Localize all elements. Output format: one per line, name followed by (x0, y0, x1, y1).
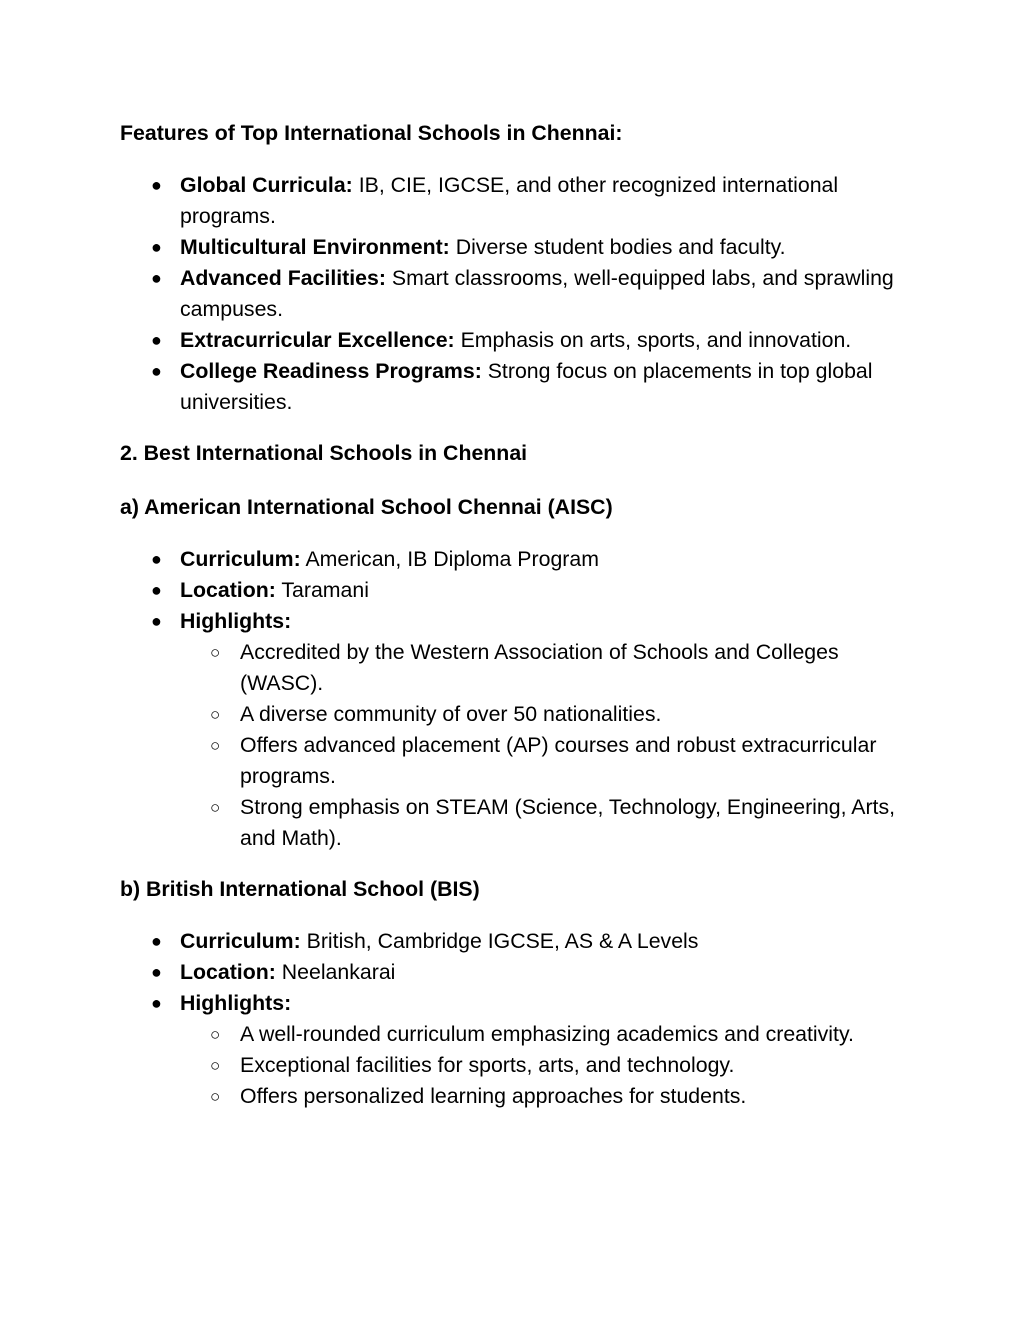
list-item: ○ A diverse community of over 50 nationalities. (180, 699, 910, 730)
list-item: ○ Offers personalized learning approaches for students. (180, 1081, 910, 1112)
list-item (120, 926, 910, 957)
features-heading: Features of Top International Schools in Chennai: (120, 121, 623, 145)
curriculum-value: American, IB Diploma Program (300, 547, 599, 571)
curriculum-label: Curriculum: (180, 929, 301, 953)
section-heading: 2. Best International Schools in Chennai (120, 441, 528, 465)
bullet-icon: ● (151, 962, 162, 982)
feature-text: Diverse student bodies and faculty. (449, 235, 786, 259)
feature-text: Emphasis on arts, sports, and innovation. (454, 328, 852, 352)
bullet-icon: ● (151, 931, 162, 951)
bullet-icon: ● (151, 993, 162, 1013)
feature-label: Extracurricular Excellence: (180, 328, 455, 352)
bullet-icon: ● (151, 330, 162, 350)
bullet-icon: ● (151, 361, 162, 381)
list-item (120, 356, 910, 418)
circle-bullet-icon: ○ (210, 705, 221, 724)
school-b-details (120, 926, 910, 1112)
list-item: ○ Exceptional facilities for sports, arts, and technology. (180, 1050, 910, 1081)
feature-text: Smart classrooms, well-equipped labs, and sprawling campuses. (180, 266, 894, 321)
circle-bullet-icon: ○ (210, 798, 221, 817)
highlights-list (180, 1019, 910, 1112)
list-item: ○ A well-rounded curriculum emphasizing academics and creativity. (180, 1019, 910, 1050)
school-a-details (120, 544, 910, 854)
list-item: ○ Strong emphasis on STEAM (Science, Technology, Engineering, Arts, and Math). (180, 792, 910, 854)
list-item (120, 957, 910, 988)
highlights-list (180, 637, 910, 854)
document-page (120, 118, 910, 1112)
circle-bullet-icon: ○ (210, 1087, 221, 1106)
bullet-icon: ● (151, 175, 162, 195)
curriculum-value: British, Cambridge IGCSE, AS & A Levels (300, 929, 699, 953)
list-item: ○ Accredited by the Western Association of Schools and Colleges (WASC). (180, 637, 910, 699)
list-item (120, 170, 910, 232)
school-b-heading: b) British International School (BIS) (120, 877, 480, 901)
feature-label: Advanced Facilities: (180, 266, 386, 290)
location-label: Location: (180, 578, 276, 602)
list-item (120, 325, 910, 356)
bullet-icon: ● (151, 580, 162, 600)
features-list (120, 170, 910, 418)
list-item: ○ Offers advanced placement (AP) courses and robust extracurricular programs. (180, 730, 910, 792)
bullet-icon: ● (151, 611, 162, 631)
highlights-label: Highlights: (180, 991, 292, 1015)
circle-bullet-icon: ○ (210, 1056, 221, 1075)
location-value: Neelankarai (275, 960, 396, 984)
list-item (120, 988, 910, 1112)
bullet-icon: ● (151, 237, 162, 257)
circle-bullet-icon: ○ (210, 1025, 221, 1044)
list-item (120, 232, 910, 263)
list-item (120, 606, 910, 854)
feature-label: Global Curricula: (180, 173, 353, 197)
feature-text: Strong focus on placements in top global universities. (180, 359, 873, 414)
curriculum-label: Curriculum: (180, 547, 301, 571)
bullet-icon: ● (151, 268, 162, 288)
list-item (120, 263, 910, 325)
circle-bullet-icon: ○ (210, 643, 221, 662)
circle-bullet-icon: ○ (210, 736, 221, 755)
feature-label: College Readiness Programs: (180, 359, 482, 383)
highlights-label: Highlights: (180, 609, 292, 633)
location-value: Taramani (275, 578, 369, 602)
list-item (120, 575, 910, 606)
location-label: Location: (180, 960, 276, 984)
school-a-heading: a) American International School Chennai (AISC) (120, 495, 613, 519)
feature-text: IB, CIE, IGCSE, and other recognized international programs. (180, 173, 839, 228)
feature-label: Multicultural Environment: (180, 235, 450, 259)
list-item (120, 544, 910, 575)
bullet-icon: ● (151, 549, 162, 569)
